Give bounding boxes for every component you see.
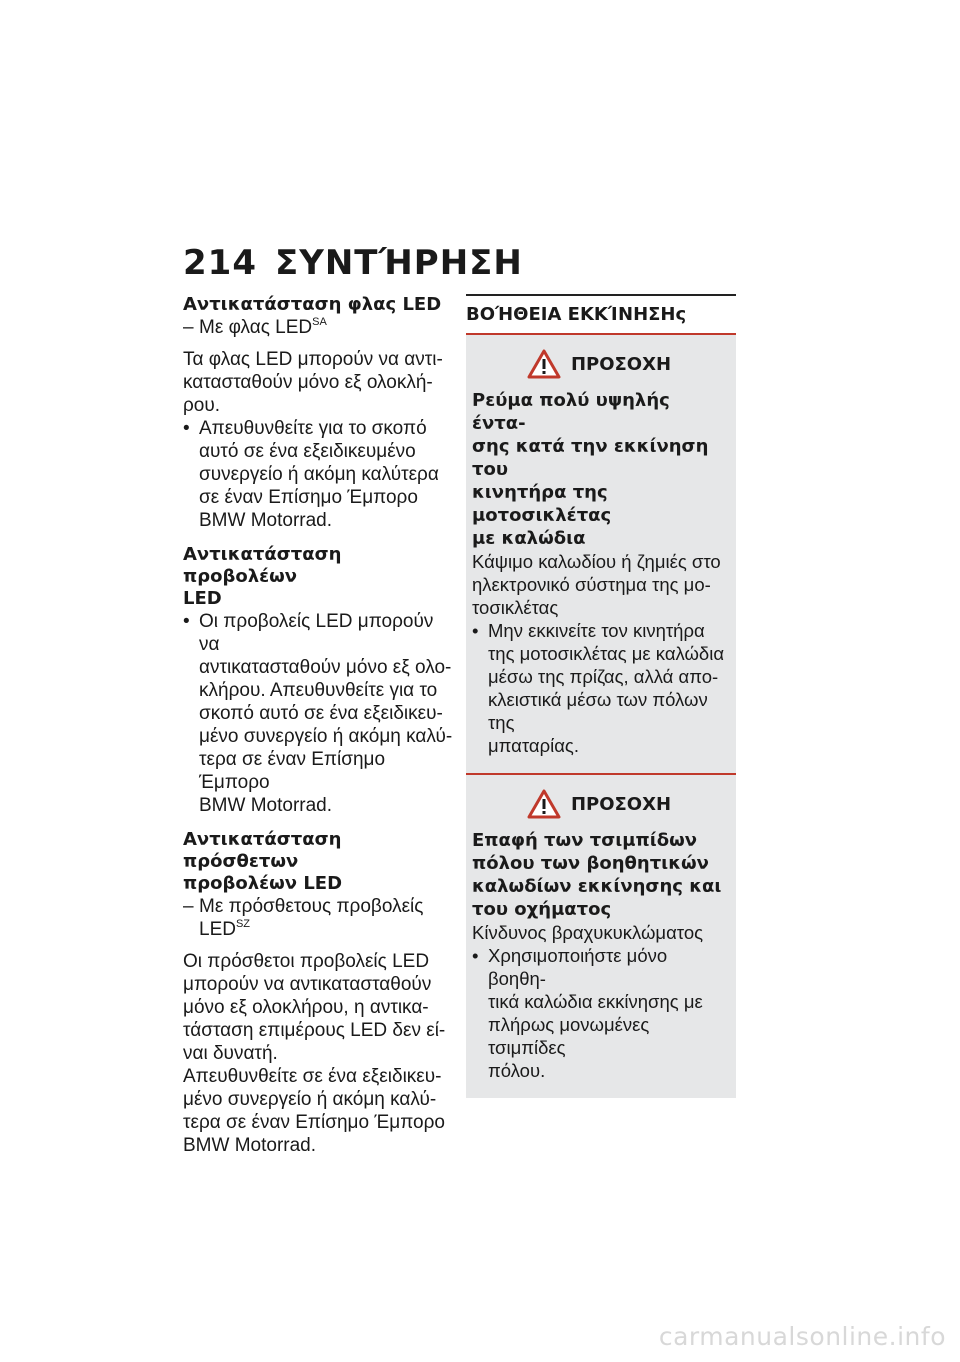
left-column (183, 294, 453, 1157)
bullet-item: • Απευθυνθείτε για το σκοπό αυτό σε ένα εξειδικευμένο συνεργείο ή ακόμη καλύτερα σε έναν Επίσημο Έμπορο BMW Motorrad. (183, 418, 439, 531)
right-column (466, 294, 736, 1098)
page-number: 214 (183, 243, 257, 283)
section-title: Αντικατάσταση πρόσθετων προβολέων LED (183, 829, 343, 894)
page-header (183, 241, 523, 285)
watermark: carmanualsonline.info (658, 1322, 946, 1351)
bullet-item: • Οι προβολείς LED μπορούν να αντικατασταθούν μόνο εξ ολο- κλήρου. Απευθυνθείτε για το σκοπό αυτό σε ένα εξειδικευ- μένο συνεργείο ή ακόμη καλύ- τερα σε έναν Επίσημο Έμπορο BMW Motorrad. (183, 611, 453, 816)
dash-item: – Με πρόσθετους προβολείς $LED^{SZ}$ (183, 896, 424, 940)
warning-label: ΠΡΟΣΟΧΗ (570, 353, 672, 375)
section-additional-headlights (183, 829, 453, 1157)
warning-header (472, 347, 726, 381)
warning-box (466, 333, 736, 773)
paragraph: Οι πρόσθετοι προβολείς LED μπορούν να αντικατασταθούν μόνο εξ ολοκλήρου, η αντικα- τάσταση επιμέρους LED δεν εί- ναι δυνατή. Απευθυνθείτε σε ένα εξειδικευ- μένο συνεργείο ή ακόμη καλύ- τερα σε έναν Επίσημο Έμπορο BMW Motorrad. (183, 951, 446, 1156)
bullet-item: • Μην εκκινείτε τον κινητήρα της μοτοσικλέτας με καλώδια μέσω της πρίζας, αλλά απο- κλειστικά μέσω των πόλων της μπαταρίας. (472, 620, 725, 756)
warning-box (466, 773, 736, 1098)
warning-consequence: Κάψιμο καλωδίου ή ζημιές στο ηλεκτρονικό σύστημα της μο- τοσικλέτας (472, 551, 721, 618)
paragraph: Τα φλας LED μπορούν να αντι- κατασταθούν μόνο εξ ολοκλή- ρου. (183, 349, 443, 416)
warning-triangle-icon (527, 349, 561, 379)
warning-consequence: Κίνδυνος βραχυκυκλώματος (472, 922, 704, 943)
section-turn-signals (183, 294, 453, 532)
chapter-title: ΣΥΝΤΉΡΗΣΗ (275, 243, 523, 283)
warning-header (472, 787, 726, 821)
warning-title: Ρεύμα πολύ υψηλής έντα- σης κατά την εκκίνηση του κινητήρα της μοτοσικλέτας με καλώδια (472, 390, 709, 549)
warning-triangle-icon (527, 789, 561, 819)
warning-label: ΠΡΟΣΟΧΗ (570, 793, 672, 815)
option-code: SA (312, 316, 327, 328)
bullet-item: • Χρησιμοποιήστε μόνο βοηθη- τικά καλώδια εκκίνησης με πλήρως μονωμένες τσιμπίδες πόλου. (472, 945, 703, 1081)
dash-item: – Με φλας $LED^{SA}$ (183, 316, 327, 338)
warning-title: Επαφή των τσιμπίδων πόλου των βοηθητικών καλωδίων εκκίνησης και του οχήματος (472, 830, 722, 920)
option-code: SZ (235, 918, 251, 930)
section-headlights (183, 544, 453, 817)
section-title: Αντικατάσταση φλας LED (183, 294, 442, 315)
section-title-jump-start: ΒΟΉΘΕΙΑ ΕΚΚΊΝΗΣΗς (466, 294, 736, 333)
section-title: Αντικατάσταση προβολέων LED (183, 544, 342, 609)
